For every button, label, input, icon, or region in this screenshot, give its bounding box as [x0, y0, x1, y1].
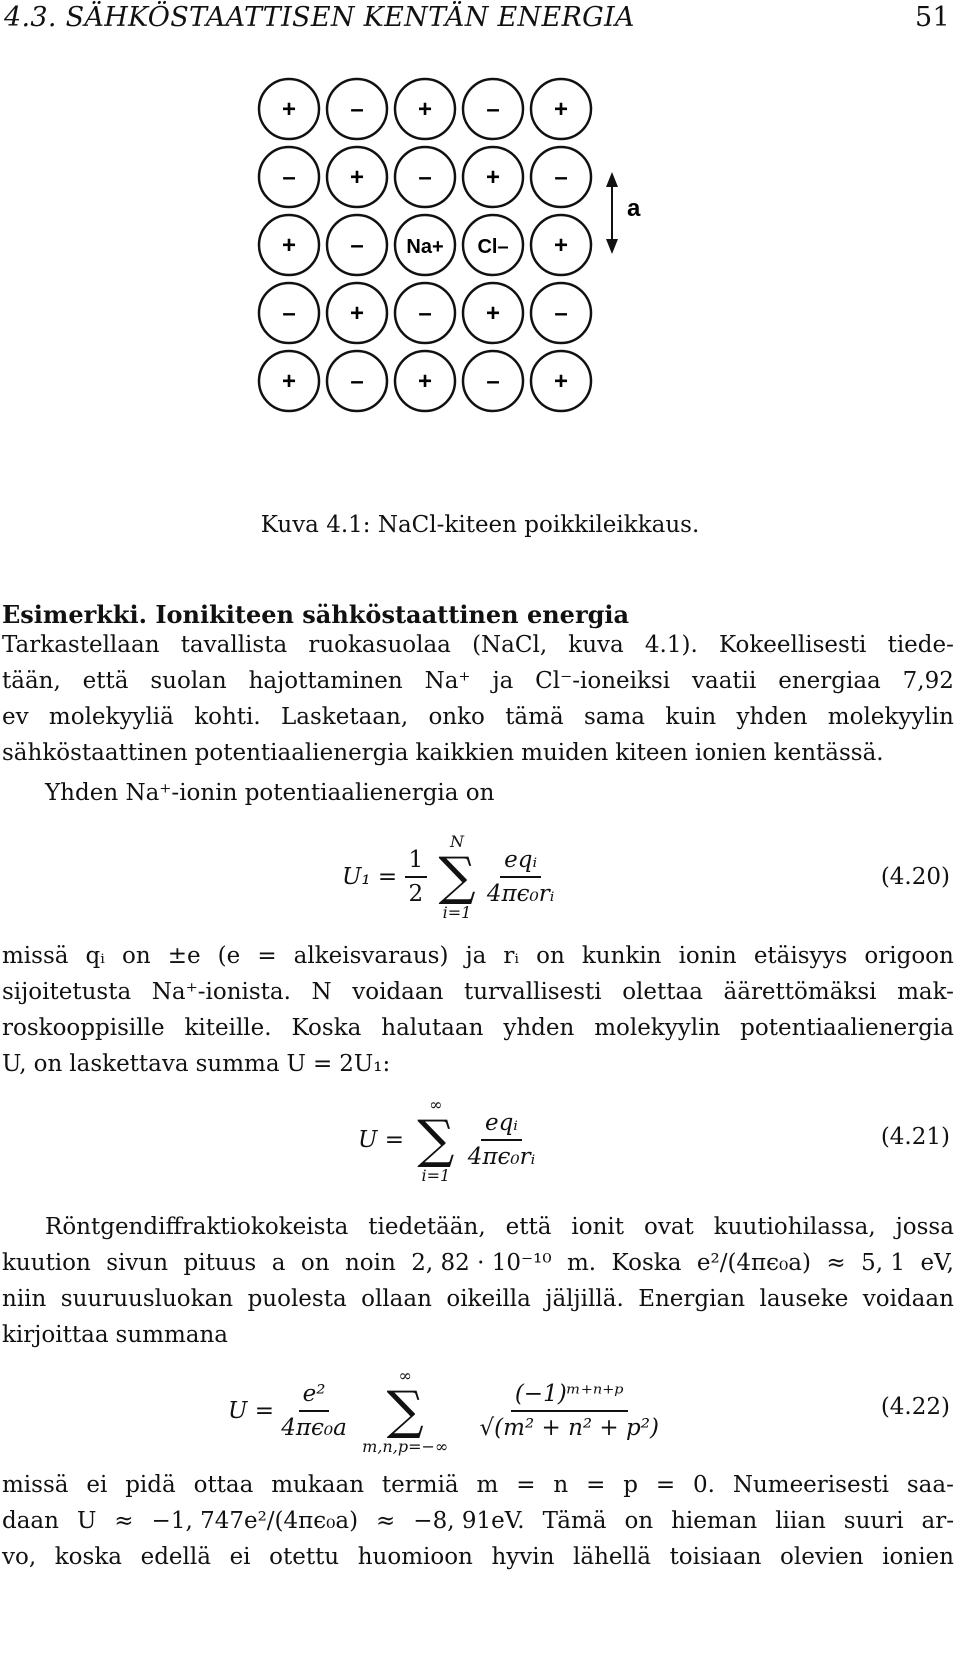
word: kirjoittaa	[2, 1322, 109, 1348]
word: ≈	[114, 1508, 134, 1534]
word: Cl⁻-ioneiksi	[535, 668, 671, 694]
eq-lhs: U =	[228, 1398, 274, 1424]
word: tiedetään,	[368, 1214, 486, 1240]
word: halutaan	[381, 1015, 484, 1041]
word: pituus	[183, 1250, 257, 1276]
word: 2U₁:	[339, 1051, 391, 1077]
word: potentiaalienergia	[740, 1015, 954, 1041]
word: niin	[2, 1286, 47, 1312]
lattice-ion-label: –	[554, 164, 568, 191]
word: mak-	[897, 979, 954, 1005]
word: saa-	[906, 1472, 954, 1498]
word: ev	[2, 704, 29, 730]
word: hajottaminen	[248, 668, 403, 694]
word: m	[476, 1472, 499, 1498]
word: =	[655, 1472, 676, 1498]
word: kohti.	[194, 704, 261, 730]
word: kuution	[2, 1250, 91, 1276]
word: koska	[54, 1544, 122, 1570]
word: tään,	[2, 668, 61, 694]
word: molekyylin	[827, 704, 954, 730]
word: että	[82, 668, 129, 694]
lattice-ion-label: +	[281, 232, 297, 259]
word: voidaan	[352, 979, 444, 1005]
text-line	[2, 634, 954, 657]
word: 5, 1	[861, 1250, 905, 1276]
word: puolesta	[247, 1286, 347, 1312]
word: U	[286, 1051, 306, 1077]
word: ≈	[826, 1250, 846, 1276]
lattice-ion-label: +	[281, 96, 297, 123]
word: suuri	[843, 1508, 904, 1534]
word: =	[516, 1472, 536, 1498]
lattice-ion-label: Cl–	[477, 236, 509, 258]
word: laskettava	[69, 1051, 189, 1077]
lattice-ion-label: –	[350, 368, 364, 395]
word: noin	[344, 1250, 396, 1276]
word: ar-	[921, 1508, 954, 1534]
eq-lhs: U =	[358, 1127, 404, 1153]
word: Röntgendiffraktiokokeista	[45, 1214, 349, 1240]
text-line	[2, 1474, 954, 1497]
word: otettu	[269, 1544, 340, 1570]
word: ja	[465, 943, 487, 969]
page-number: 51	[915, 2, 950, 33]
word: origoon	[864, 943, 954, 969]
word: kuin	[665, 704, 717, 730]
word: vo,	[2, 1544, 37, 1570]
word: p	[623, 1472, 638, 1498]
eq-coefficient: $\frac{\text{e²}}{\text{4πϵ₀a}}$	[281, 1381, 347, 1441]
lattice-ion-label: –	[350, 96, 364, 123]
word: U	[76, 1508, 97, 1534]
word: energiaa	[778, 668, 881, 694]
word: lähellä	[573, 1544, 651, 1570]
word: n	[553, 1472, 569, 1498]
text-line	[2, 1324, 954, 1347]
eq-fraction: $\frac{\text{(−1)ᵐ⁺ⁿ⁺ᵖ}}{\text{√(m² + n² + p²)}}$	[479, 1381, 659, 1441]
word: huomioon	[357, 1544, 473, 1570]
word: ionien	[694, 740, 767, 766]
word: liian	[775, 1508, 826, 1534]
word: molekyylin	[594, 1015, 721, 1041]
text-line	[2, 706, 954, 729]
word: yhden	[736, 704, 808, 730]
lattice-ion-label: +	[553, 232, 569, 259]
text-line	[2, 945, 954, 968]
text-line	[2, 742, 954, 765]
word: kiteille.	[184, 1015, 272, 1041]
word: turvallisesti	[463, 979, 602, 1005]
lattice-ion-label: +	[349, 300, 365, 327]
word: −8, 91eV.	[413, 1508, 525, 1534]
text-line	[2, 1510, 954, 1533]
word: missä	[2, 943, 69, 969]
word: edellä	[140, 1544, 211, 1570]
word: termiä	[381, 1472, 459, 1498]
word: =	[312, 1051, 333, 1077]
lattice-ion-label: –	[350, 232, 364, 259]
word: tiede-	[887, 632, 954, 658]
word: N	[311, 979, 332, 1005]
word: sähköstaattinen	[2, 740, 188, 766]
word: voidaan	[862, 1286, 954, 1312]
word: kunkin	[581, 943, 662, 969]
word: sivun	[106, 1250, 169, 1276]
spacing-label: a	[627, 195, 641, 222]
text-line	[2, 1017, 954, 1040]
word: daan	[2, 1508, 59, 1534]
word: ruokasuolaa	[308, 632, 451, 658]
word: tämä	[505, 704, 564, 730]
word: Energian	[638, 1286, 746, 1312]
example-heading: Esimerkki. Ionikiteen sähköstaattinen energia	[2, 600, 630, 629]
equation-number-4-20: (4.20)	[880, 864, 950, 890]
eq-lhs: U₁ =	[342, 864, 398, 890]
word: Koska	[611, 1250, 682, 1276]
word: suolan	[150, 668, 227, 694]
word: että	[505, 1214, 552, 1240]
word: ≈	[376, 1508, 396, 1534]
word: ei	[229, 1544, 251, 1570]
lattice-ion-label: +	[281, 368, 297, 395]
lattice-ion-label: –	[282, 164, 296, 191]
word: toisiaan	[669, 1544, 762, 1570]
eq-sum: N ∑ i=1	[438, 832, 476, 922]
word: e²/(4πϵ₀a)	[696, 1250, 811, 1276]
word: hyvin	[491, 1544, 555, 1570]
word: ja	[492, 668, 514, 694]
word: missä	[2, 1472, 69, 1498]
figure-caption: Kuva 4.1: NaCl-kiteen poikkileikkaus.	[260, 512, 700, 538]
equation-4-20	[342, 832, 554, 922]
word: sijoitetusta	[2, 979, 132, 1005]
word: olettaa	[622, 979, 703, 1005]
word: kiteen	[615, 740, 688, 766]
word: kuva	[568, 632, 624, 658]
word: =	[586, 1472, 606, 1498]
word: alkeisvaraus)	[293, 943, 449, 969]
word: tavallista	[180, 632, 288, 658]
lattice-ion-label: –	[554, 300, 568, 327]
word: on	[536, 943, 565, 969]
word: m.	[566, 1250, 597, 1276]
word: a	[271, 1250, 286, 1276]
word: ionien	[882, 1544, 954, 1570]
text-line	[2, 981, 954, 1004]
word: hieman	[671, 1508, 758, 1534]
word: yhden	[503, 1015, 575, 1041]
word: 0.	[693, 1472, 715, 1498]
word: lauseke	[759, 1286, 849, 1312]
lattice-ion-label: –	[418, 164, 432, 191]
word: 7,92	[902, 668, 954, 694]
word: kuutiohilassa,	[713, 1214, 876, 1240]
word: qᵢ	[85, 943, 105, 969]
eq-fraction: $\frac{\text{eqᵢ}}{\text{4πϵ₀rᵢ}}$	[486, 847, 555, 907]
word: pidä	[125, 1472, 176, 1498]
lattice-ion-label: +	[349, 164, 365, 191]
lattice-ion-label: +	[553, 368, 569, 395]
word: olevien	[780, 1544, 864, 1570]
text-line	[45, 1216, 954, 1239]
word: suuruusluokan	[60, 1286, 234, 1312]
word: äärettömäksi	[723, 979, 877, 1005]
lattice-ion-label: +	[485, 300, 501, 327]
lattice-ion-label: –	[418, 300, 432, 327]
word: molekyyliä	[48, 704, 174, 730]
lattice-ion-label: +	[417, 368, 433, 395]
word: muiden	[521, 740, 609, 766]
spacing-arrow	[606, 172, 618, 254]
section-header: 4.3. SÄHKÖSTAATTISEN KENTÄN ENERGIA	[4, 2, 635, 33]
eq-coefficient: $\frac{1}{2}$	[405, 847, 428, 907]
word: Na⁺	[424, 668, 471, 694]
word: kentässä.	[773, 740, 884, 766]
word: ovat	[643, 1214, 694, 1240]
word: Koska	[291, 1015, 362, 1041]
word: summana	[115, 1322, 229, 1348]
word: ionin	[678, 943, 737, 969]
eq-sum: ∞ ∑ i=1	[417, 1095, 455, 1185]
lattice-ion-label: +	[417, 96, 433, 123]
text-line	[2, 1546, 954, 1569]
intro-line: Yhden Na⁺-ionin potentiaalienergia on	[45, 780, 495, 806]
word: =	[257, 943, 277, 969]
word: rᵢ	[503, 943, 520, 969]
word: onko	[428, 704, 485, 730]
word: oikeilla	[446, 1286, 531, 1312]
word: −1, 747e²/(4πϵ₀a)	[151, 1508, 359, 1534]
word: Na⁺-ionista.	[151, 979, 291, 1005]
eq-fraction: $\frac{\text{eqᵢ}}{\text{4πϵ₀rᵢ}}$	[467, 1110, 536, 1170]
text-line	[2, 670, 954, 693]
lattice-ion-label: –	[282, 300, 296, 327]
word: eV,	[920, 1250, 954, 1276]
equation-number-4-22: (4.22)	[880, 1394, 950, 1420]
word: ollaan	[361, 1286, 432, 1312]
word: 2, 82 · 10⁻¹⁰	[411, 1250, 552, 1276]
text-line	[2, 1288, 954, 1311]
word: ei	[86, 1472, 108, 1498]
word: sama	[583, 704, 646, 730]
word: ionit	[571, 1214, 625, 1240]
word: Numeerisesti	[732, 1472, 889, 1498]
text-line	[2, 1252, 954, 1275]
word: Kokeellisesti	[718, 632, 867, 658]
word: Tämä	[542, 1508, 607, 1534]
lattice-ion-label: +	[553, 96, 569, 123]
word: vaatii	[691, 668, 757, 694]
word: mukaan	[271, 1472, 365, 1498]
text-line	[2, 1053, 954, 1076]
word: on	[624, 1508, 654, 1534]
word: on	[33, 1051, 63, 1077]
word: etäisyys	[753, 943, 848, 969]
lattice-ion-label: –	[486, 96, 500, 123]
word: ±e	[167, 943, 201, 969]
lattice-ion-label: Na+	[406, 236, 444, 258]
word: (e	[217, 943, 241, 969]
word: roskooppisille	[2, 1015, 165, 1041]
nacl-lattice-figure	[255, 73, 655, 433]
lattice-ion-label: +	[485, 164, 501, 191]
word: Tarkastellaan	[2, 632, 160, 658]
equation-4-21	[358, 1095, 535, 1185]
word: summa	[195, 1051, 280, 1077]
word: U,	[2, 1051, 27, 1077]
equation-number-4-21: (4.21)	[880, 1124, 950, 1150]
word: kaikkien	[415, 740, 515, 766]
word: jossa	[895, 1214, 954, 1240]
word: Lasketaan,	[281, 704, 409, 730]
equation-4-22	[228, 1366, 659, 1456]
word: ottaa	[193, 1472, 254, 1498]
word: on	[121, 943, 151, 969]
word: potentiaalienergia	[194, 740, 409, 766]
word: on	[300, 1250, 330, 1276]
word: 4.1).	[644, 632, 698, 658]
eq-sum: ∞ ∑ m,n,p=−∞	[362, 1366, 449, 1456]
lattice-ion-label: –	[486, 368, 500, 395]
word: jäljillä.	[545, 1286, 624, 1312]
word: (NaCl,	[472, 632, 548, 658]
